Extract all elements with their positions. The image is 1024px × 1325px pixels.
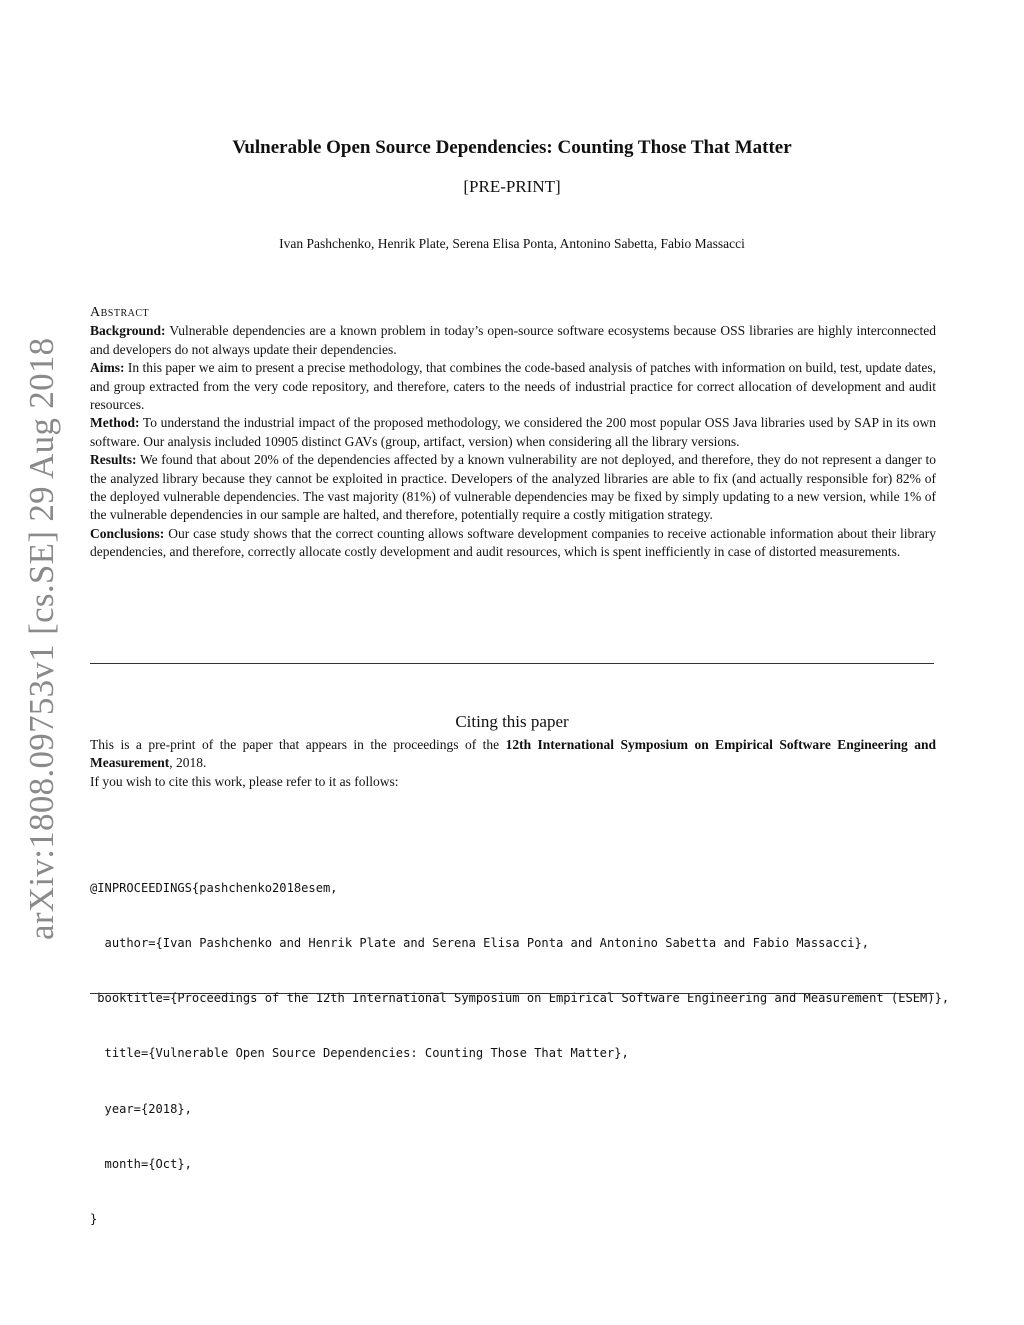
abstract-method-text: To understand the industrial impact of the proposed methodology, we considered the 200 most popular OSS Java libraries used by SAP in its own software. Our analysis included 10905 distinct GAVs (group, artifact, version) when considering all the library versions. — [90, 415, 936, 449]
bibtex-line: } — [90, 1212, 98, 1227]
author-list: Ivan Pashchenko, Henrik Plate, Serena Elisa Ponta, Antonino Sabetta, Fabio Massacci — [279, 236, 745, 251]
paper-subtitle: [PRE-PRINT] — [463, 177, 561, 196]
abstract-background-label: Background: — [90, 323, 166, 339]
citing-venue: 12th International Symposium on Empirical Software Engineering and Measurement — [90, 737, 936, 771]
abstract-method-label: Method: — [90, 415, 140, 431]
citing-intro-before: This is a pre-print of the paper that appears in the proceedings of the — [90, 737, 506, 752]
citing-intro-after: , 2018. — [169, 755, 207, 771]
abstract-aims-label: Aims: — [90, 360, 125, 376]
abstract-conclusions — [90, 525, 936, 562]
bibtex-line: booktitle={Proceedings of the 12th International Symposium on Empirical Software Engineering and Measurement (ESEM)}, — [90, 991, 950, 1006]
abstract-heading: Abstract — [90, 305, 150, 320]
bibtex-line: title={Vulnerable Open Source Dependencies: Counting Those That Matter}, — [90, 1046, 629, 1061]
abstract-conclusions-label: Conclusions: — [90, 525, 165, 541]
paper-title: Vulnerable Open Source Dependencies: Counting Those That Matter — [232, 137, 792, 158]
abstract-background-text: Vulnerable dependencies are a known problem in today’s open-source software ecosystems because OSS libraries are highly interconnected and developers do not always update their dependencies. — [90, 323, 936, 357]
abstract-results — [90, 451, 936, 525]
abstract-aims — [90, 359, 936, 414]
citing-body — [90, 736, 936, 791]
bibtex-line: author={Ivan Pashchenko and Henrik Plate and Serena Elisa Ponta and Antonino Sabetta and Fabio Massacci}, — [90, 936, 870, 951]
abstract-method — [90, 414, 936, 451]
horizontal-divider-bottom — [90, 993, 934, 994]
abstract-conclusions-text: Our case study shows that the correct counting allows software development companies to receive actionable information about their library dependencies, and therefore, correctly allocate costly development and audit resources, which is spent inefficiently in case of distorted measurements. — [90, 525, 936, 560]
bibtex-entry — [90, 842, 949, 1265]
bibtex-line: month={Oct}, — [90, 1156, 192, 1171]
abstract-section — [90, 304, 936, 562]
horizontal-divider-top — [90, 663, 934, 664]
abstract-aims-text: In this paper we aim to present a precise methodology, that combines the code-based analysis of patches with information on build, test, update dates, and group extracted from the very code repository, and therefore, caters to the needs of industrial practice for correct allocation of development and audit resources. — [90, 360, 936, 413]
arxiv-identifier-stamp: arXiv:1808.09753v1 [cs.SE] 29 Aug 2018 — [22, 337, 61, 940]
citing-heading: Citing this paper — [455, 712, 569, 731]
bibtex-line: year={2018}, — [90, 1101, 192, 1116]
abstract-results-label: Results: — [90, 452, 137, 468]
abstract-background — [90, 322, 936, 359]
citing-instruction: If you wish to cite this work, please refer to it as follows: — [90, 773, 399, 789]
bibtex-line: @INPROCEEDINGS{pashchenko2018esem, — [90, 880, 338, 895]
citing-intro — [90, 736, 936, 773]
abstract-results-text: We found that about 20% of the dependencies affected by a known vulnerability are not deployed, and therefore, they do not represent a danger to the analyzed library because they cannot be exploited in practice. Developers of the analyzed libraries are able to fix (and actually responsible for) 82% of the deployed vulnerable dependencies. The vast majority (81%) of vulnerable dependencies may be fixed by simply updating to a new version, while 1% of the vulnerable dependencies in our sample are halted, and therefore, potentially require a costly mitigation strategy. — [90, 452, 936, 523]
